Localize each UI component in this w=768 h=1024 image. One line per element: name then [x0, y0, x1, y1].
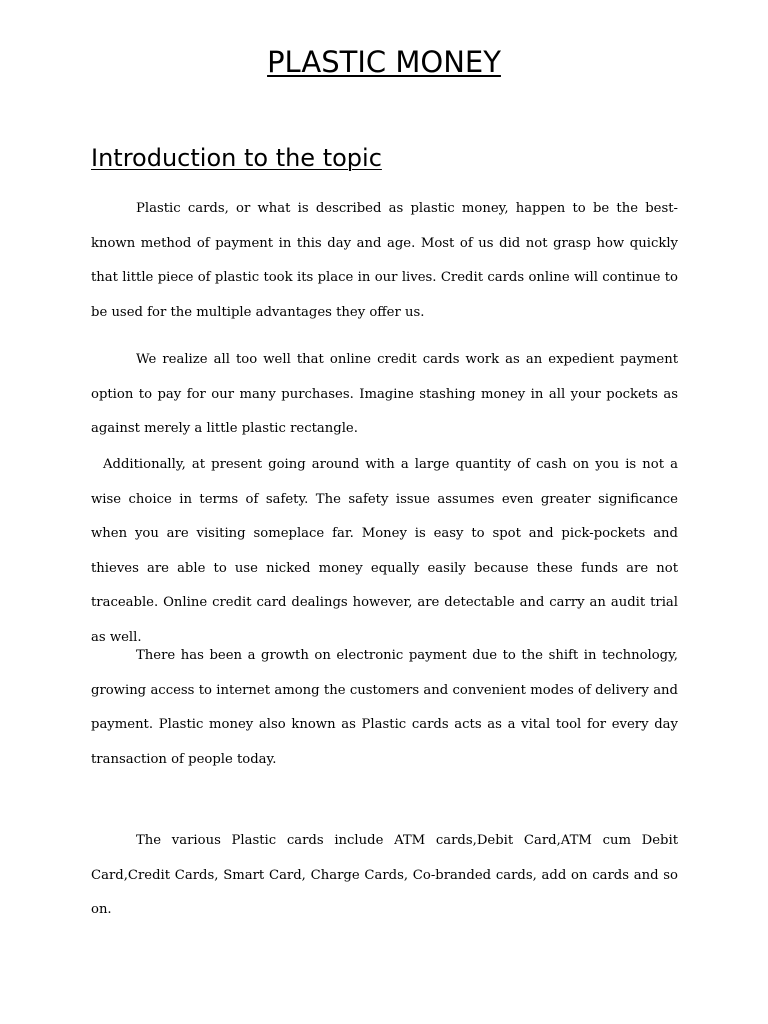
document-title-text: PLASTIC MONEY	[267, 45, 501, 79]
paragraph-3: Additionally, at present going around with a large quantity of cash on you is not a wise choice in terms of safety. The safety issue assumes even greater significance when you are visiting someplace far. Money is easy to spot and pick-pockets and thieves are able to use nicked money equally easily because these funds are not traceable. Online credit card dealings however, are detectable and carry an audit trial as well.	[91, 457, 678, 645]
section-heading: Introduction to the topic	[91, 144, 382, 172]
paragraph-4: There has been a growth on electronic payment due to the shift in technology, growing access to internet among the customers and convenient modes of delivery and payment. Plastic money also known as Plastic cards acts as a vital tool for every day transaction of people today.	[91, 648, 678, 767]
paragraph-5: The various Plastic cards include ATM cards,Debit Card,ATM cum Debit Card,Credit Cards, Smart Card, Charge Cards, Co-branded cards, add on cards and so on.	[91, 833, 678, 918]
paragraph-2: We realize all too well that online credit cards work as an expedient payment option to pay for our many purchases. Imagine stashing money in all your pockets as against merely a little plastic rectangle.	[91, 352, 678, 437]
document-title	[0, 44, 768, 80]
paragraph-1: Plastic cards, or what is described as plastic money, happen to be the best-known method of payment in this day and age. Most of us did not grasp how quickly that little piece of plastic took its place in our lives. Credit cards online will continue to be used for the multiple advantages they offer us.	[91, 201, 678, 320]
